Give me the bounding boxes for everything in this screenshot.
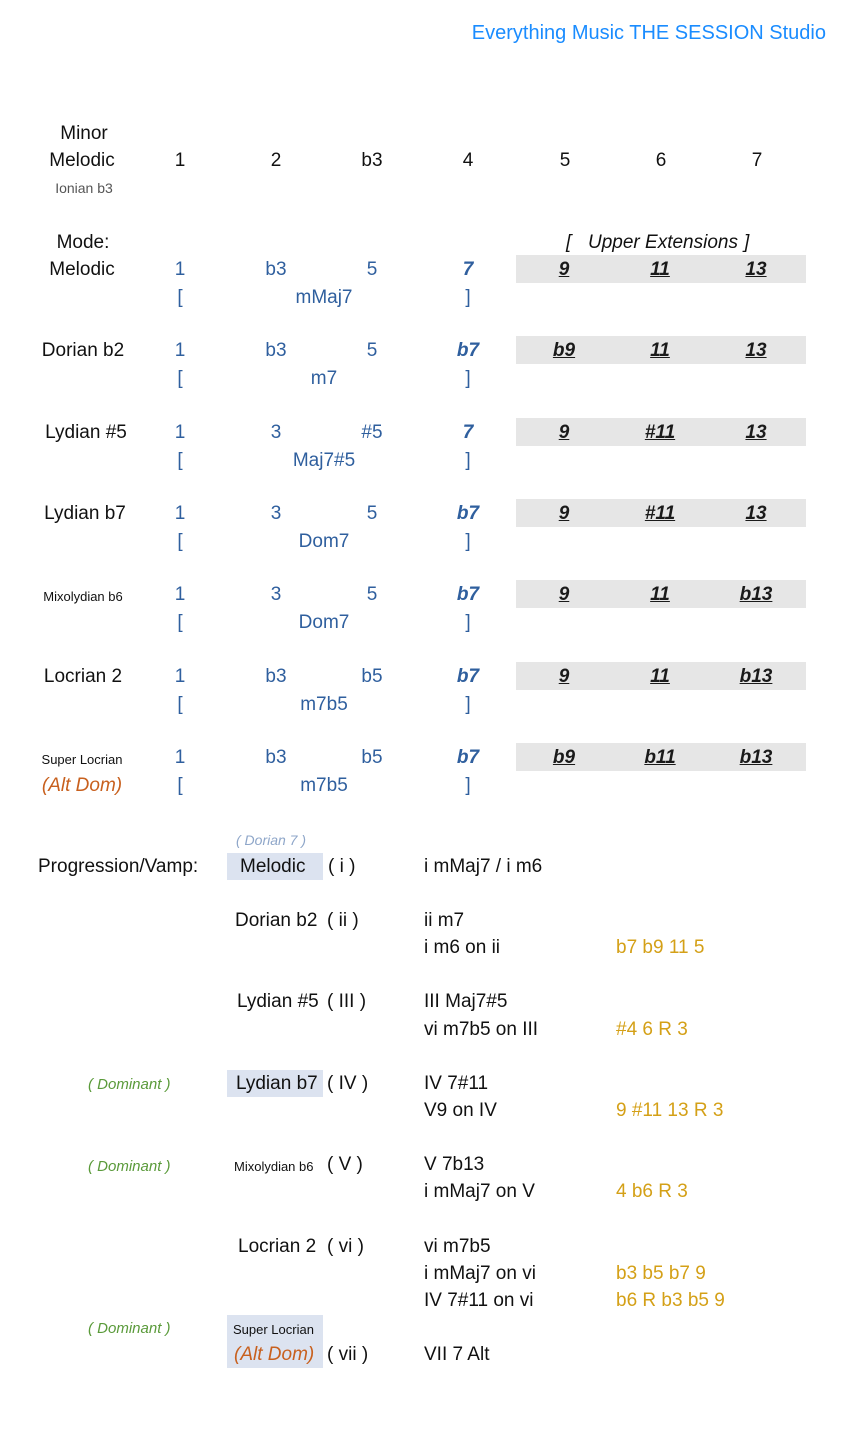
note: 7	[462, 259, 474, 280]
mode-name: Melodic	[49, 259, 115, 280]
prog-mode: Mixolydian b6	[234, 1159, 314, 1174]
header-minor: Minor	[60, 123, 108, 144]
note: b5	[361, 747, 383, 768]
prog-mode-sub: (Alt Dom)	[234, 1344, 315, 1365]
dominant-tag: ( Dominant )	[88, 1076, 171, 1093]
note: 3	[270, 503, 282, 524]
prog-numeral: ( IV )	[327, 1073, 369, 1094]
chord-name: m7	[310, 368, 338, 389]
prog-chord: i mMaj7 / i m6	[424, 856, 543, 877]
prog-chord: V 7b13	[424, 1154, 485, 1175]
bracket-open: [	[177, 612, 183, 633]
ext-note: #11	[644, 422, 676, 443]
prog-notes: b7 b9 11 5	[616, 937, 705, 958]
ext-note: 9	[558, 503, 570, 524]
degree-1: 1	[174, 150, 186, 171]
prog-notes: b3 b5 b7 9	[616, 1263, 706, 1284]
note: 5	[366, 340, 378, 361]
note: 1	[174, 584, 186, 605]
mode-sub: (Alt Dom)	[41, 775, 123, 796]
ext-note: 11	[650, 340, 670, 361]
prog-chord: III Maj7#5	[424, 991, 508, 1012]
upper-ext-close: ]	[744, 232, 750, 253]
note: 1	[174, 422, 186, 443]
degree-5: 5	[559, 150, 571, 171]
prog-chord: i mMaj7 on V	[424, 1181, 535, 1202]
note: b5	[361, 666, 383, 687]
bracket-close: ]	[465, 612, 471, 633]
mode-name: Dorian b2	[41, 340, 125, 361]
note: 1	[174, 503, 186, 524]
prog-chord: IV 7#11 on vi	[424, 1290, 534, 1311]
note: 1	[174, 666, 186, 687]
ext-note: 11	[650, 584, 670, 605]
prog-mode: Locrian 2	[238, 1236, 317, 1257]
prog-chord: vi m7b5	[424, 1236, 491, 1257]
ext-note: 9	[558, 422, 570, 443]
prog-numeral: ( vi )	[327, 1236, 364, 1257]
degree-6: 6	[655, 150, 667, 171]
ext-note: 13	[745, 259, 767, 280]
bracket-close: ]	[465, 531, 471, 552]
note: b3	[265, 340, 287, 361]
prog-numeral: ( ii )	[327, 910, 359, 931]
note: #5	[361, 422, 383, 443]
bracket-open: [	[177, 368, 183, 389]
mode-name: Lydian #5	[45, 422, 127, 443]
prog-notes: 9 #11 13 R 3	[616, 1100, 724, 1121]
degree-2: 2	[270, 150, 282, 171]
bracket-close: ]	[465, 775, 471, 796]
note: b7	[456, 666, 480, 687]
prog-mode: Lydian #5	[237, 991, 319, 1012]
bracket-close: ]	[465, 368, 471, 389]
mode-name: Locrian 2	[43, 666, 123, 687]
bracket-open: [	[177, 531, 183, 552]
note: 1	[174, 259, 186, 280]
prog-notes: #4 6 R 3	[616, 1019, 688, 1040]
note: 5	[366, 259, 378, 280]
ext-note: #11	[644, 503, 676, 524]
prog-chord: VII 7 Alt	[424, 1344, 490, 1365]
prog-numeral: ( i )	[328, 856, 356, 877]
prog-numeral: ( III )	[327, 991, 367, 1012]
note: 5	[366, 503, 378, 524]
note: b3	[265, 747, 287, 768]
ext-note: b13	[739, 747, 773, 768]
ext-note: 9	[558, 584, 570, 605]
prog-chord: vi m7b5 on III	[424, 1019, 539, 1040]
header-melodic: Melodic	[49, 150, 115, 171]
brand-title: Everything Music THE SESSION Studio	[471, 22, 826, 44]
mode-name: Super Locrian	[41, 752, 123, 767]
chord-name: Maj7#5	[292, 450, 356, 471]
dominant-tag: ( Dominant )	[88, 1320, 171, 1337]
ext-note: b13	[739, 584, 773, 605]
dominant-tag: ( Dominant )	[88, 1158, 171, 1175]
bracket-open: [	[177, 694, 183, 715]
note: b7	[456, 584, 480, 605]
bracket-close: ]	[465, 450, 471, 471]
mode-name: Lydian b7	[44, 503, 126, 524]
prog-notes: b6 R b3 b5 9	[616, 1290, 725, 1311]
mode-label: Mode:	[56, 232, 110, 253]
prog-numeral: ( V )	[327, 1154, 363, 1175]
bracket-open: [	[177, 287, 183, 308]
prog-chord: IV 7#11	[424, 1073, 489, 1094]
ext-note: 13	[745, 503, 767, 524]
bracket-close: ]	[465, 287, 471, 308]
note: 1	[174, 340, 186, 361]
note: 5	[366, 584, 378, 605]
chord-name: Dom7	[298, 531, 350, 552]
ext-note: 11	[650, 666, 670, 687]
prog-numeral: ( vii )	[327, 1344, 369, 1365]
ext-note: b13	[739, 666, 773, 687]
ext-note: 9	[558, 666, 570, 687]
ext-note: b9	[552, 747, 576, 768]
mode-name: Mixolydian b6	[43, 589, 123, 604]
prog-notes: 4 b6 R 3	[616, 1181, 688, 1202]
prog-chord: V9 on IV	[424, 1100, 497, 1121]
degree-4: 4	[462, 150, 474, 171]
dorian7-note: ( Dorian 7 )	[236, 832, 307, 848]
chord-name: m7b5	[300, 694, 348, 715]
note: b7	[456, 340, 480, 361]
progression-label: Progression/Vamp:	[38, 856, 199, 877]
ext-note: b11	[644, 747, 676, 768]
degree-7: 7	[751, 150, 763, 171]
ext-note: 13	[745, 340, 767, 361]
note: b7	[456, 503, 480, 524]
degree-3: b3	[361, 150, 383, 171]
chord-name: Dom7	[298, 612, 350, 633]
bracket-close: ]	[465, 694, 471, 715]
chord-name: m7b5	[300, 775, 348, 796]
note: b3	[265, 666, 287, 687]
note: 3	[270, 584, 282, 605]
prog-mode: Lydian b7	[236, 1073, 318, 1094]
note: b3	[265, 259, 287, 280]
ext-note: 9	[558, 259, 570, 280]
bracket-open: [	[177, 775, 183, 796]
prog-mode: Super Locrian	[233, 1322, 314, 1337]
upper-ext-label: Upper Extensions	[588, 232, 738, 253]
prog-chord: ii m7	[424, 910, 465, 931]
prog-chord: i mMaj7 on vi	[424, 1263, 536, 1284]
note: 7	[462, 422, 474, 443]
note: b7	[456, 747, 480, 768]
ext-note: b9	[552, 340, 576, 361]
ext-note: 13	[745, 422, 767, 443]
note: 1	[174, 747, 186, 768]
header-ionian-b3: Ionian b3	[55, 180, 113, 196]
prog-chord: i m6 on ii	[424, 937, 501, 958]
bracket-open: [	[177, 450, 183, 471]
ext-note: 11	[650, 259, 670, 280]
prog-mode: Melodic	[240, 856, 306, 877]
prog-mode: Dorian b2	[235, 910, 318, 931]
upper-ext-open: [	[566, 232, 572, 253]
chord-name: mMaj7	[295, 287, 353, 308]
note: 3	[270, 422, 282, 443]
